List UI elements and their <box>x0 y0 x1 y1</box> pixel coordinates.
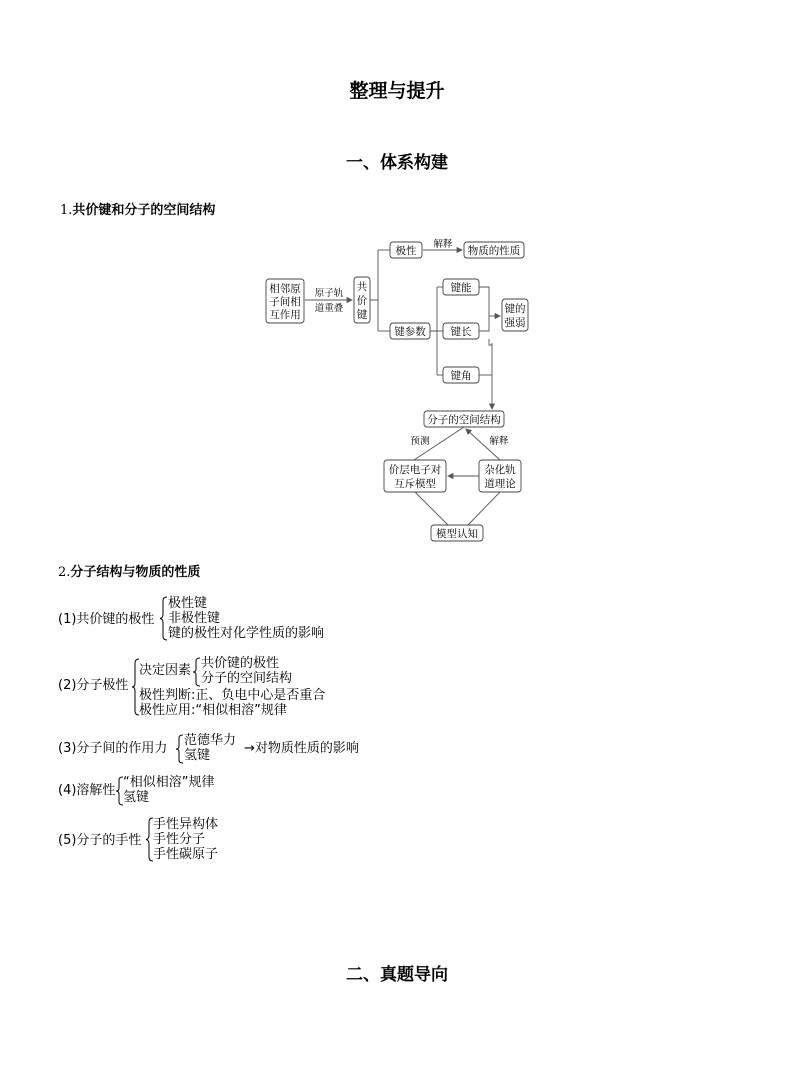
section-heading-system: 一、体系构建 <box>346 153 448 173</box>
label-orbital-overlap: 原子轨 <box>314 288 344 299</box>
item-label: (2)分子极性 <box>58 678 129 693</box>
list-item-bond-polarity <box>58 596 458 641</box>
item-label: (1)共价键的极性 <box>58 612 155 627</box>
item-options <box>123 775 214 805</box>
node-text-line: 价层电子对 <box>388 464 442 476</box>
node-adjacent-atoms <box>266 279 304 323</box>
item-suffix: →对物质性质的影响 <box>244 741 359 756</box>
node-text: 分子的空间结构 <box>427 414 501 426</box>
node-text: 键长 <box>450 326 472 338</box>
option-text: 键的极性对化学性质的影响 <box>168 626 325 641</box>
list-item-intermolecular-forces <box>58 733 458 765</box>
item-sublabel-decide: 决定因素 <box>139 663 192 678</box>
node-covalent-bond <box>354 277 370 323</box>
node-text-line: 价 <box>356 295 368 307</box>
label-explain: 解释 <box>433 239 453 250</box>
connector-vsepr-model <box>415 492 448 525</box>
node-text: 模型认知 <box>436 528 478 540</box>
item-label: (3)分子间的作用力 <box>58 741 168 756</box>
node-text-line: 共 <box>356 281 368 293</box>
option-text: 范德华力 <box>184 733 237 748</box>
brace-icon <box>193 657 201 687</box>
node-text-line: 子间相 <box>269 296 301 308</box>
node-text-line: 相邻原 <box>269 283 301 295</box>
subsection-title: 分子结构与物质的性质 <box>70 565 201 580</box>
subsection-heading-2 <box>58 561 200 580</box>
option-text: 手性分子 <box>153 832 206 847</box>
node-text-line: 杂化轨 <box>484 464 516 476</box>
connector-covalent-branch <box>370 250 378 331</box>
subsection-number: 2. <box>58 565 71 580</box>
option-text: 共价键的极性 <box>201 656 280 671</box>
list-item-chirality <box>58 817 458 862</box>
node-text-line: 强弱 <box>504 317 526 329</box>
node-hybrid-orbital <box>479 460 521 492</box>
item-sublabel-apply: 极性应用:“相似相溶”规律 <box>139 703 287 718</box>
subsection-number: 1. <box>60 203 73 218</box>
node-bond-length <box>443 323 479 339</box>
brace-icon <box>176 734 184 764</box>
node-text: 键角 <box>450 370 472 382</box>
node-bond-strength <box>502 299 528 331</box>
list-item-solubility <box>58 775 458 807</box>
option-text: 手性碳原子 <box>153 847 219 862</box>
connector-hybrid-model <box>468 492 500 525</box>
node-bond-parameters <box>390 323 430 339</box>
item-label: (4)溶解性 <box>58 783 116 798</box>
node-bond-energy <box>443 279 479 295</box>
option-text: 手性异构体 <box>153 817 219 832</box>
node-text-line: 道理论 <box>484 478 516 490</box>
label-orbital-overlap: 道重叠 <box>314 303 344 314</box>
node-properties <box>464 242 524 258</box>
node-text-line: 互作用 <box>269 309 301 321</box>
option-text: 极性键 <box>168 596 208 611</box>
node-spatial-structure <box>424 411 504 427</box>
option-text: “相似相溶”规律 <box>123 775 215 790</box>
connector-length-strength <box>479 316 489 331</box>
item-sublabel-judge: 极性判断:正、负电中心是否重合 <box>139 688 326 703</box>
node-vsepr-model <box>384 460 446 492</box>
node-text: 键能 <box>450 282 472 294</box>
brace-icon <box>160 596 168 641</box>
list-item-molecular-polarity <box>58 656 458 718</box>
page-title: 整理与提升 <box>349 80 445 102</box>
item-label: (5)分子的手性 <box>58 833 142 848</box>
item-options <box>201 656 292 686</box>
node-model-cognition <box>431 525 483 541</box>
node-polarity <box>390 242 422 258</box>
node-text-line: 互斥模型 <box>394 478 436 490</box>
option-text: 非极性键 <box>168 611 221 626</box>
option-text: 氢键 <box>123 790 150 805</box>
item-options <box>153 817 218 862</box>
label-predict: 预测 <box>410 436 430 447</box>
node-text: 物质的性质 <box>467 245 521 257</box>
node-text: 极性 <box>395 245 417 257</box>
item-options <box>168 596 324 641</box>
connector-energy-strength <box>479 287 489 316</box>
label-explain: 解释 <box>489 436 509 447</box>
connector-params-branch <box>430 287 437 375</box>
node-text-line: 键的 <box>504 303 526 315</box>
node-bond-angle <box>443 367 479 383</box>
item-options <box>184 733 236 763</box>
node-text-line: 键 <box>356 309 368 321</box>
node-text: 键参数 <box>394 326 426 338</box>
section-heading-exam: 二、真题导向 <box>346 965 448 985</box>
subsection-title: 共价键和分子的空间结构 <box>72 203 216 218</box>
option-text: 分子的空间结构 <box>201 671 293 686</box>
option-text: 氢键 <box>184 748 211 763</box>
